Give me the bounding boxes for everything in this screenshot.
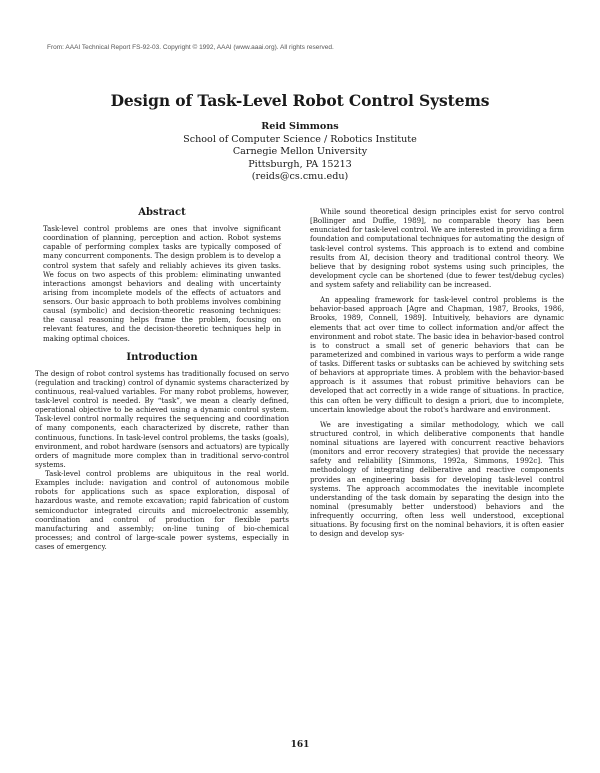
abstract-text: Task-level control problems are ones that involve significant coordination of planning, perception and action. Robot systems capable of performing complex tasks are typically composed of many concurrent components. The design problem is to develop a control system that safely and reliably achieves its given tasks. We focus on two aspects of this problem: eliminating unwanted interactions amongst behaviors and dealing with uncertainty arising from incomplete models of the effects of actuators and sensors. Our basic approach to both problems involves combining causal (symbolic) and decision-theoretic reasoning techniques: the causal reasoning helps frame the problem, focusing on relevant features, and the decision-theoretic techniques help in making optimal choices. [43, 224, 281, 343]
body-paragraph: While sound theoretical design principles exist for servo control [Bollinger and Duffie, 1989], no comparable theory has been enunciated for task-level control. We are interested in providing a firm foundation and computational techniques for automating the design of task-level control systems. This approach is to extend and combine results from AI, decision theory and traditional control theory. We believe that by designing robot systems using such principles, the development cycle can be shortened (due to fewer test/debug cycles) and system safety and reliability can be increased. [310, 207, 564, 289]
introduction-heading: Introduction [126, 351, 198, 363]
author-block [0, 121, 600, 184]
author-city: Pittsburgh, PA 15213 [248, 158, 352, 170]
page-number: 161 [290, 740, 310, 750]
paper-title: Design of Task-Level Robot Control Systems [110, 91, 490, 110]
left-column [35, 207, 289, 551]
intro-paragraph: Task-level control problems are ubiquitous in the real world. Examples include: navigation and control of autonomous mobile robots for applications such as space exploration, disposal of hazardous waste, and remote excavation; rapid fabrication of custom semiconductor integrated circuits and microelectronic assembly, coordination and control of production for flexible parts manufacturing and assembly; on-line tuning of bio-chemical processes; and control of large-scale power systems, especially in cases of emergency. [35, 469, 289, 551]
body-paragraph: An appealing framework for task-level control problems is the behavior-based approach [Agre and Chapman, 1987, Brooks, 1986, Brooks, 1989, Connell, 1989]. Intuitively, behaviors are dynamic elements that act over time to collect information and/or affect the environment and robot state. The basic idea in behavior-based control is to construct a small set of generic behaviors that can be parameterized and combined in various ways to perform a wide range of tasks. Different tasks or subtasks can be achieved by switching sets of behaviors at appropriate times. A problem with the behavior-based approach is it assumes that robust primitive behaviors can be developed that act correctly in a wide range of situations. In practice, this can often be very difficult to design a priori, due to incomplete, uncertain knowledge about the robot's hardware and environment. [310, 295, 564, 414]
author-name: Reid Simmons [261, 121, 339, 132]
abstract-heading: Abstract [138, 207, 186, 218]
author-email: (reids@cs.cmu.edu) [251, 171, 349, 183]
source-line: From: AAAI Technical Report FS-92-03. Copyright © 1992, AAAI (www.aaai.org). All rights reserved. [47, 44, 334, 51]
author-affiliation: School of Computer Science / Robotics Institute [183, 133, 417, 145]
right-column [310, 207, 564, 538]
author-university: Carnegie Mellon University [232, 146, 368, 158]
body-paragraph: We are investigating a similar methodology, which we call structured control, in which deliberative components that handle nominal situations are layered with concurrent reactive behaviors (monitors and error recovery strategies) that provide the necessary safety and reliability [Simmons, 1992a, Simmons, 1992c]. This methodology of integrating deliberative and reactive components provides an engineering basis for developing task-level control systems. The approach accommodates the inevitable incomplete understanding of the task domain by separating the design into the nominal (presumably better understood) behaviors and the infrequently occurring, often less well understood, exceptional situations. By focusing first on the nominal behaviors, it is often easier to design and develop sys- [310, 419, 564, 539]
intro-paragraph: The design of robot control systems has traditionally focused on servo (regulation and tracking) control of dynamic systems characterized by continuous, real-valued variables. For many robot problems, however, task-level control is needed. By “task”, we mean a clearly defined, operational objective to be achieved using a dynamic control system. Task-level control normally requires the sequencing and coordination of many components, each characterized by discrete, rather than continuous, functions. In task-level control problems, the tasks (goals), environment, and robot hardware (sensors and actuators) are typically orders of magnitude more complex than in traditional servo-control systems. [35, 368, 289, 469]
